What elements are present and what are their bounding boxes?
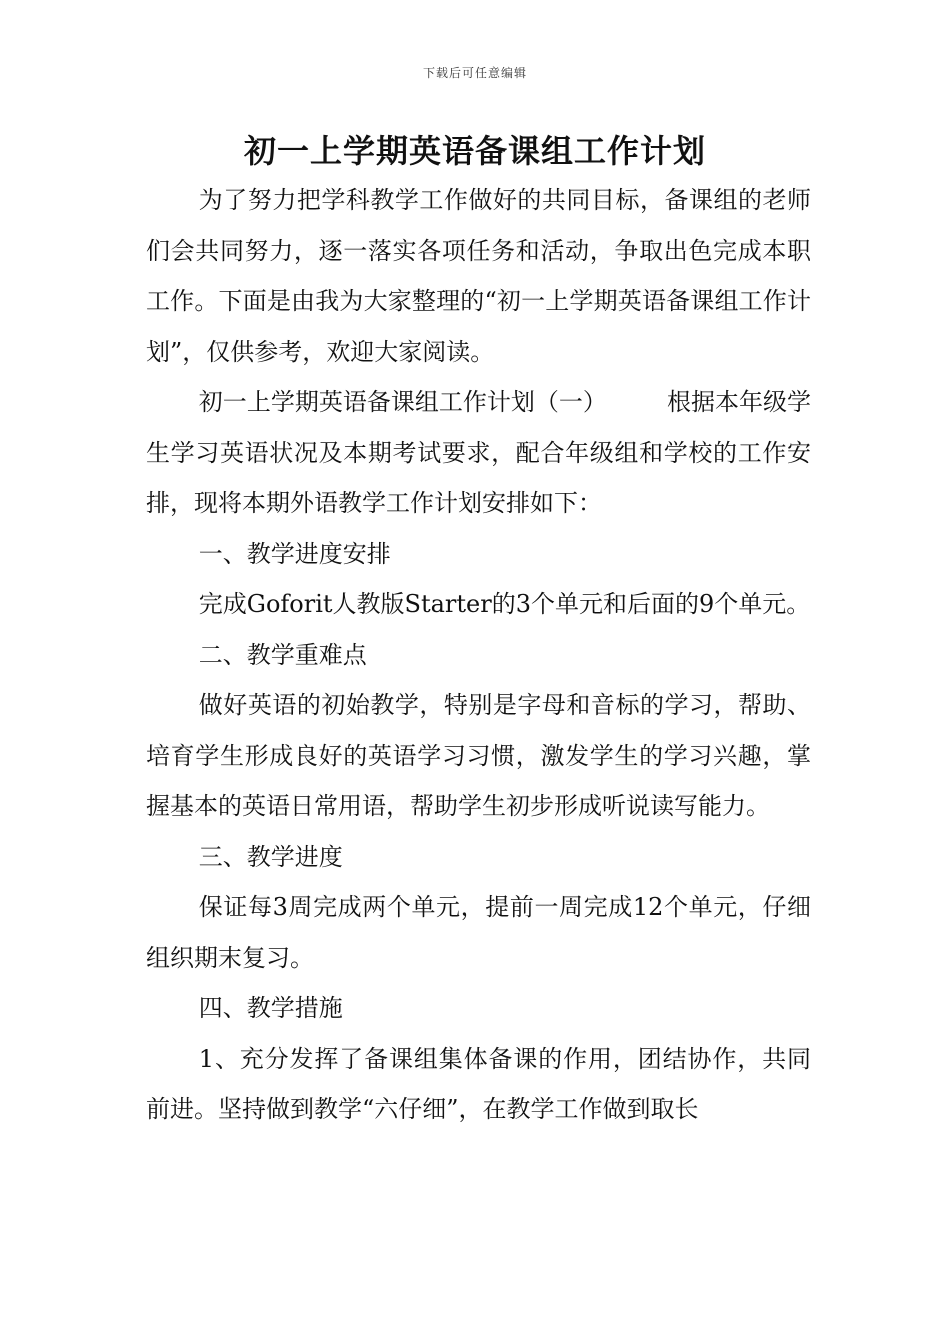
intro-paragraph: 为了努力把学科教学工作做好的共同目标，备课组的老师们会共同努力，逐一落实各项任务和活动，争取出色完成本职工作。下面是由我为大家整理的“初一上学期英语备课组工作计划”，仅供参考，欢迎大家阅读。 <box>146 186 811 366</box>
document-title: 初一上学期英语备课组工作计划 <box>243 132 706 170</box>
plan-title: 初一上学期英语备课组工作计划（一） <box>198 388 607 416</box>
section-heading-4: 四、教学措施 <box>198 994 343 1022</box>
section-heading-3: 三、教学进度 <box>198 842 343 871</box>
plan-intro-paragraph <box>146 377 811 529</box>
section-text-3: 保证每3周完成两个单元，提前一周完成12个单元，仔细组织期末复习。 <box>146 893 811 972</box>
section-heading-1: 一、教学进度安排 <box>198 539 391 568</box>
section-text-1: 完成Goforit人教版Starter的3个单元和后面的9个单元。 <box>198 590 811 618</box>
plan-intro-text: 根据本年级学生学习英语状况及本期考试要求，配合年级组和学校的工作安排，现将本期外语教学工作计划安排如下： <box>146 388 812 517</box>
section-heading-2: 二、教学重难点 <box>198 640 367 669</box>
section-text-2: 做好英语的初始教学，特别是字母和音标的学习，帮助、培育学生形成良好的英语学习习惯，激发学生的学习兴趣，掌握基本的英语日常用语，帮助学生初步形成听说读写能力。 <box>146 691 811 820</box>
document-body <box>146 175 811 1135</box>
section-text-4: 1、充分发挥了备课组集体备课的作用，团结协作，共同前进。坚持做到教学“六仔细”，在教学工作做到取长 <box>146 1044 811 1123</box>
page-header-note: 下载后可任意编辑 <box>422 66 527 80</box>
